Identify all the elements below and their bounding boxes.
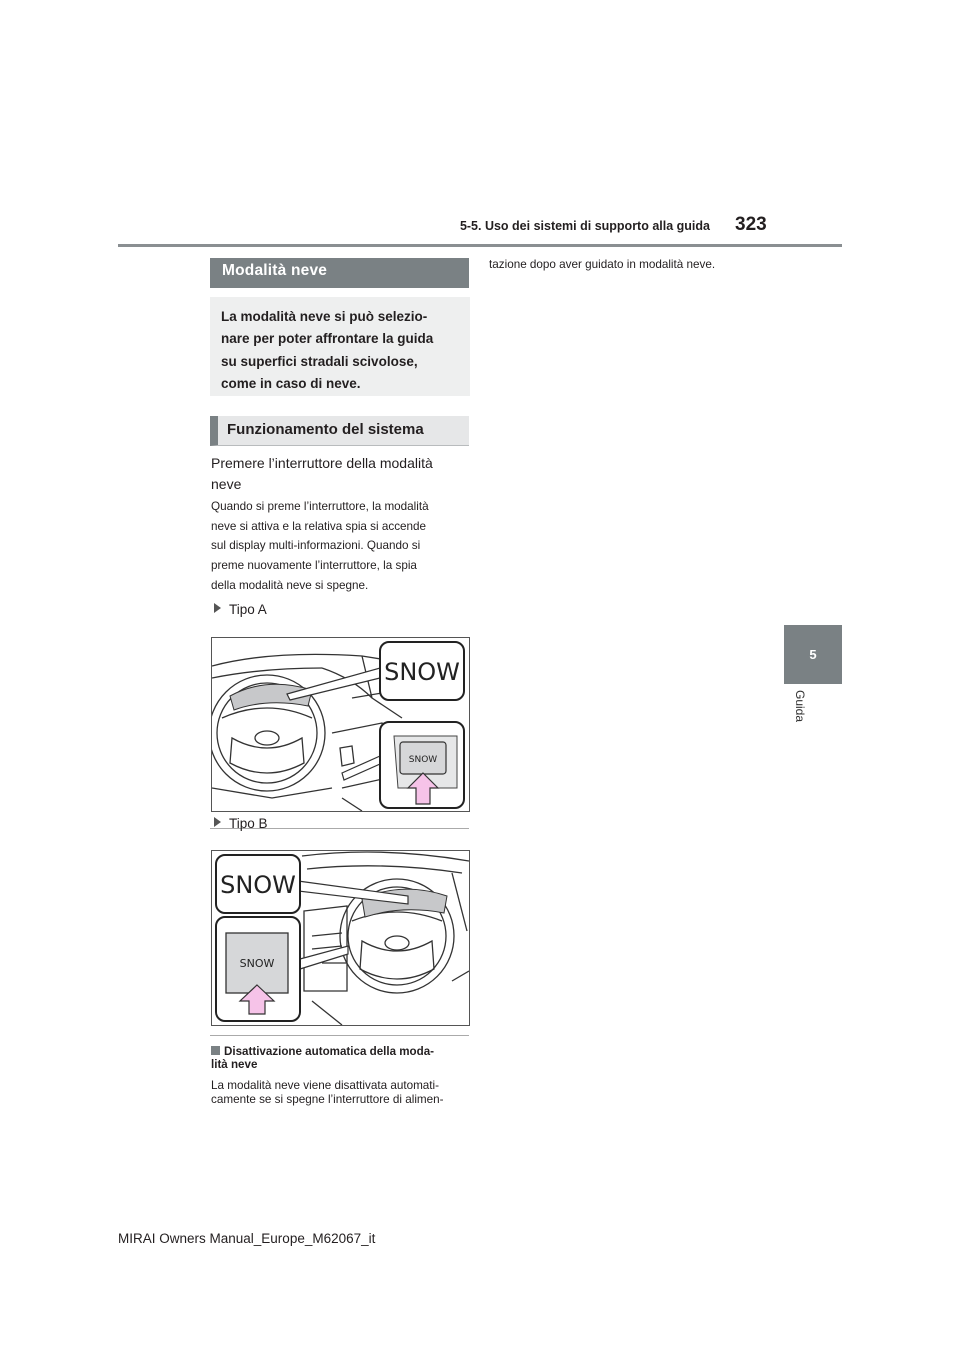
body-paragraph bbox=[211, 497, 471, 596]
snow-button-label: SNOW bbox=[239, 957, 275, 970]
intro-box bbox=[210, 297, 470, 396]
intro-line: La modalità neve si può selezio- bbox=[221, 309, 428, 324]
intro-line: nare per poter affrontare la guida bbox=[221, 331, 434, 347]
step-instruction bbox=[211, 453, 471, 495]
square-bullet-icon bbox=[211, 1046, 220, 1055]
triangle-bullet-icon bbox=[214, 817, 221, 827]
note-line: La modalità neve viene disattivata automati- bbox=[211, 1079, 440, 1092]
sub-heading: Funzionamento del sistema bbox=[210, 416, 469, 446]
footer-manual-id: MIRAI Owners Manual_Europe_M62067_it bbox=[118, 1231, 376, 1246]
dashboard-illustration-a bbox=[212, 638, 469, 811]
figure-type-a bbox=[211, 637, 470, 812]
note-body bbox=[211, 1079, 473, 1106]
snow-button-label: SNOW bbox=[408, 755, 438, 765]
intro-line: come in caso di neve. bbox=[221, 375, 361, 391]
body-line: della modalità neve si spegne. bbox=[211, 578, 369, 592]
type-a-label: Tipo A bbox=[211, 602, 267, 617]
note-continuation: tazione dopo aver guidato in modalità neve. bbox=[489, 258, 716, 271]
note-heading: Disattivazione automatica della moda- lità neve bbox=[211, 1045, 435, 1071]
snow-indicator-label: SNOW bbox=[384, 658, 460, 686]
type-b-label: Tipo B bbox=[211, 816, 268, 831]
figure-divider bbox=[210, 1035, 469, 1036]
chapter-tab: 5 bbox=[784, 625, 842, 684]
body-line: Quando si preme l’interruttore, la modalità bbox=[211, 500, 429, 513]
intro-line: su superfici stradali scivolose, bbox=[221, 353, 418, 369]
page-number: 323 bbox=[735, 214, 767, 235]
note-line: camente se si spegne l’interruttore di alimen- bbox=[211, 1092, 444, 1106]
chapter-label: Guida bbox=[793, 690, 807, 723]
body-line: preme nuovamente l’interruttore, la spia bbox=[211, 559, 417, 573]
running-header: 5-5. Uso dei sistemi di supporto alla guida bbox=[459, 219, 710, 233]
step-line: Premere l’interruttore della modalità bbox=[211, 455, 433, 471]
step-line: neve bbox=[211, 476, 242, 492]
body-line: neve si attiva e la relativa spia si accende bbox=[211, 519, 427, 533]
dashboard-illustration-b bbox=[212, 851, 469, 1025]
figure-type-b bbox=[211, 850, 470, 1026]
snow-indicator-label: SNOW bbox=[220, 871, 296, 899]
header-rule bbox=[118, 244, 842, 247]
body-line: sul display multi-informazioni. Quando si bbox=[211, 539, 421, 553]
section-title: Modalità neve bbox=[210, 258, 469, 288]
triangle-bullet-icon bbox=[214, 603, 221, 613]
